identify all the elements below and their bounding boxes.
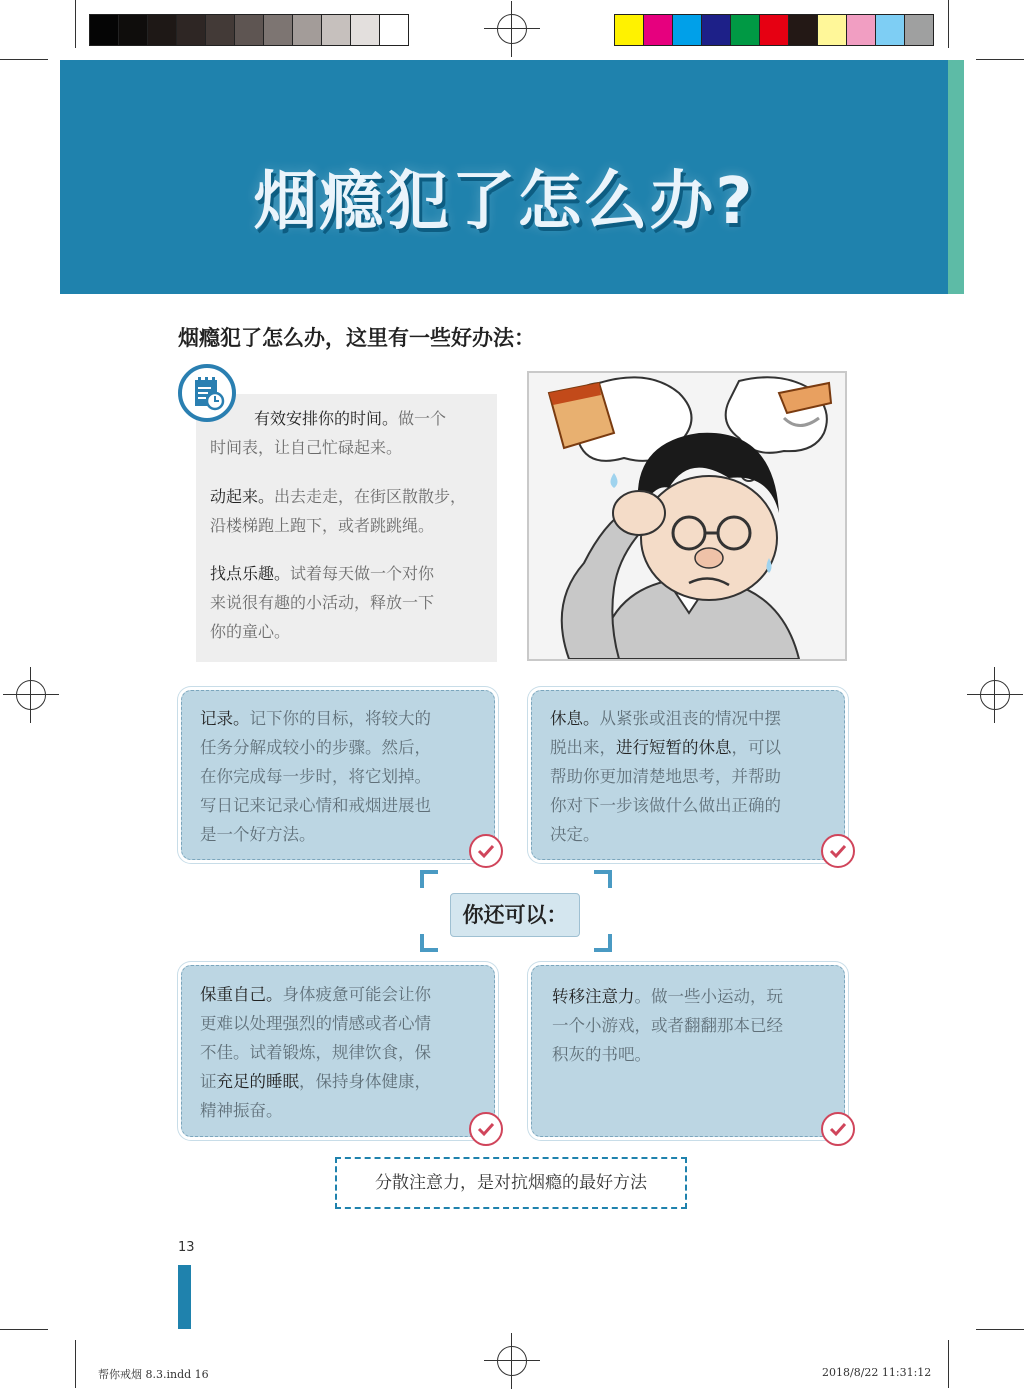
check-icon [821,834,855,868]
card-distract-line: 积灰的书吧。 [552,1045,651,1064]
card-rest-line: 从紧张或沮丧的情况中摆 [599,709,781,728]
bracket-decoration [420,870,438,888]
tip-time [210,404,495,462]
card-distract-title: 转移注意力 [552,987,635,1006]
card-record-line: 记下你的目标，将较大的 [249,709,431,728]
card-care-text [200,980,490,1125]
intro-heading: 烟瘾犯了怎么办，这里有一些好办法： [178,326,535,350]
tip-fun-text: 你的童心。 [210,622,291,641]
slug-timestamp: 2018/8/22 11:31:12 [822,1366,932,1379]
page-number-bar [178,1265,191,1329]
tip-time-text: 做一个 [398,409,447,428]
registration-mark [16,680,46,710]
color-swatches [614,14,934,46]
crop-mark [0,59,48,60]
card-rest-highlight: 进行短暂的休息 [616,738,732,757]
card-record-line: 写日记来记录心情和戒烟进展也 [200,796,431,815]
crop-mark [976,59,1024,60]
card-rest-line: 帮助你更加清楚地思考，并帮助 [550,767,781,786]
card-rest-line: ，可以 [731,738,781,757]
craving-man-illustration [527,371,847,661]
registration-mark [497,1346,527,1376]
card-care-line: 证 [200,1072,217,1091]
card-record-title: 记录。 [200,709,250,728]
card-record-line: 是一个好方法。 [200,825,316,844]
card-care-line: 身体疲惫可能会让你 [282,985,431,1004]
tip-fun-text: 来说很有趣的小活动，释放一下 [210,593,435,612]
tip-fun-text: 试着每天做一个对你 [290,564,435,583]
crop-mark [75,1340,76,1388]
check-icon [469,834,503,868]
card-record-line: 任务分解成较小的步骤。然后， [200,738,431,757]
crop-mark [976,1329,1024,1330]
summary-note: 分散注意力，是对抗烟瘾的最好方法 [335,1157,687,1209]
crop-mark [75,0,76,48]
card-rest-line: 脱出来， [550,738,616,757]
card-rest-text [550,704,840,849]
tip-move [210,482,495,540]
tip-move-title: 动起来。 [210,487,275,506]
crop-mark [0,1329,48,1330]
card-distract-text [552,982,842,1069]
page-title: 烟瘾犯了怎么办? [253,165,755,239]
check-icon [469,1112,503,1146]
card-care-line: 更难以处理强烈的情感或者心情 [200,1014,431,1033]
card-care-line: 精神振奋。 [200,1101,283,1120]
card-record-line: 在你完成每一步时，将它划掉。 [200,767,431,786]
card-care-highlight: 充足的睡眠 [216,1072,299,1091]
card-rest-title: 休息。 [550,709,600,728]
card-rest-line: 你对下一步该做什么做出正确的 [550,796,781,815]
tip-move-text: 沿楼梯跑上跑下，或者跳跳绳。 [210,516,435,535]
check-icon [821,1112,855,1146]
registration-mark [980,680,1010,710]
card-care-line: 不佳。试着锻炼，规律饮食，保 [200,1043,431,1062]
bracket-decoration [420,934,438,952]
registration-mark [497,14,527,44]
card-rest-line: 决定。 [550,825,600,844]
crop-mark [948,0,949,48]
tip-time-text: 时间表，让自己忙碌起来。 [210,438,403,457]
bracket-decoration [594,934,612,952]
card-record-text [200,704,490,849]
you-can-also-label: 你还可以： [450,893,580,937]
tip-time-title: 有效安排你的时间。 [254,409,399,428]
banner-accent-strip [948,60,964,294]
card-distract-line: 。做一些小运动，玩 [634,987,783,1006]
tip-fun-title: 找点乐趣。 [210,564,291,583]
bracket-decoration [594,870,612,888]
slug-filename: 帮你戒烟 8.3.indd 16 [98,1368,209,1381]
tip-move-text: 出去走走，在街区散散步， [274,487,467,506]
tip-fun [210,559,495,646]
card-care-title: 保重自己。 [200,985,283,1004]
page-number: 13 [178,1240,195,1255]
crop-mark [948,1340,949,1388]
grayscale-swatches [89,14,409,46]
card-distract-line: 一个小游戏，或者翻翻那本已经 [552,1016,783,1035]
card-care-line: ，保持身体健康， [299,1072,431,1091]
